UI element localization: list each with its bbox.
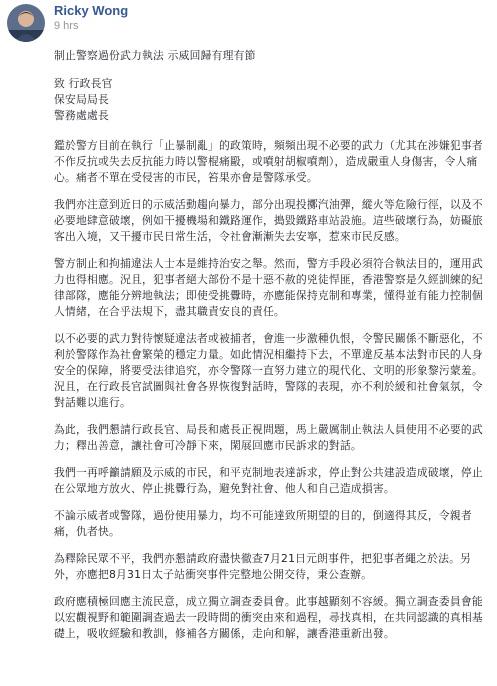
post-paragraph: 我們亦注意到近日的示威活動趨向暴力，部分出現投擲汽油彈，縱火等危險行徑，以及不必要地肆意破壞，例如干擾機場和鐵路運作，搗毀鐵路車站設施。這些破壞行為，妨礙旅客出入境，又干擾市民日常生活，令社會漸漸失去安寧，惹來市民反感。 <box>54 198 483 243</box>
post-paragraph: 我們一再呼籲請願及示威的市民，和平克制地表達訴求，停止對公共建設造成破壞，停止在公眾地方放火、停止挑釁行為，避免對社會、他人和自己造成損害。 <box>54 466 483 495</box>
post-paragraph: 政府應積極回應主流民意，成立獨立調查委員會。此事越顯刻不容緩。獨立調查委員會能以宏觀視野和範圍調查過去一段時間的衝突由來和過程，尋找真相，在共同認識的真相基礎上，吸收經驗和教訓，修補各方關係，走向和解，讓香港重新出發。 <box>54 595 483 640</box>
post-body <box>54 48 484 653</box>
post-paragraph: 鑑於警方目前在執行「止暴制亂」的政策時，頻頻出現不必要的武力（尤其在涉嫌犯事者不作反抗或失去反抗能力時以警棍痛毆，或噴射胡椒噴劑），造成嚴重人身傷害，令人痛心。痛者不單在受侵害的市民，笞果亦會是警隊承受。 <box>54 139 483 184</box>
post-paragraph: 不論示威者或警隊，過份使用暴力，均不可能達致所期望的目的，倒適得其反，令親者痛，仇者快。 <box>54 509 472 538</box>
addressee-block <box>54 76 484 124</box>
post-paragraph: 為此，我們懇請行政長官、局長和處長正視問題，馬上嚴厲制止執法人員使用不必要的武力；釋出善意，讓社會可冷靜下來，閑展回應市民訴求的對話。 <box>54 423 483 452</box>
addressee-line: 警務處處長 <box>54 109 109 122</box>
post-title: 制止警察過份武力執法 示威回歸有理有節 <box>54 49 256 62</box>
post-paragraph: 為釋除民眾不平，我們亦懇請政府盡快徹查7月21日元朗事件，把犯事者繩之於法。另外，亦應把8月31日太子站衝突事件完整地公開交待，秉公查辦。 <box>54 552 472 581</box>
addressee-line: 致 行政長官 <box>54 77 113 90</box>
author-avatar[interactable] <box>7 4 45 42</box>
post-paragraph: 以不必要的武力對待懷疑違法者或被捕者，會進一步激種仇恨，令警民關係不斷惡化，不利於警隊作為社會繁榮的穩定力量。如此情況相繼持下去，不單違反基本法對市民的人身安全的保障，將要受法律追究，亦令警隊一直努力建立的現代化、文明的形象黎污蒙羞。況且，在行政長官試圖與社會各界恢復對話時，警隊的表現，亦不利於緩和社會氣氛，令對話難以進行。 <box>54 332 483 409</box>
addressee-line: 保安局局長 <box>54 93 109 106</box>
avatar-image <box>7 4 45 42</box>
post-timestamp[interactable]: 9 hrs <box>54 20 79 32</box>
author-name-link[interactable]: Ricky Wong <box>54 3 129 18</box>
post-paragraph: 警方制止和拘捕違法人士本是維持治安之舉。然而，警方手段必須符合執法目的，運用武力也得相應。況且，犯事者絕大部份不是十惡不赦的兇徒悍匪，香港警察是久經訓練的紀律部隊，應能分辨地執法；即使受挑釁時，亦應能保持克制和專業，懂得並有能力控制個人情緒，在合乎法規下，盡其職責安良的責任。 <box>54 257 483 318</box>
